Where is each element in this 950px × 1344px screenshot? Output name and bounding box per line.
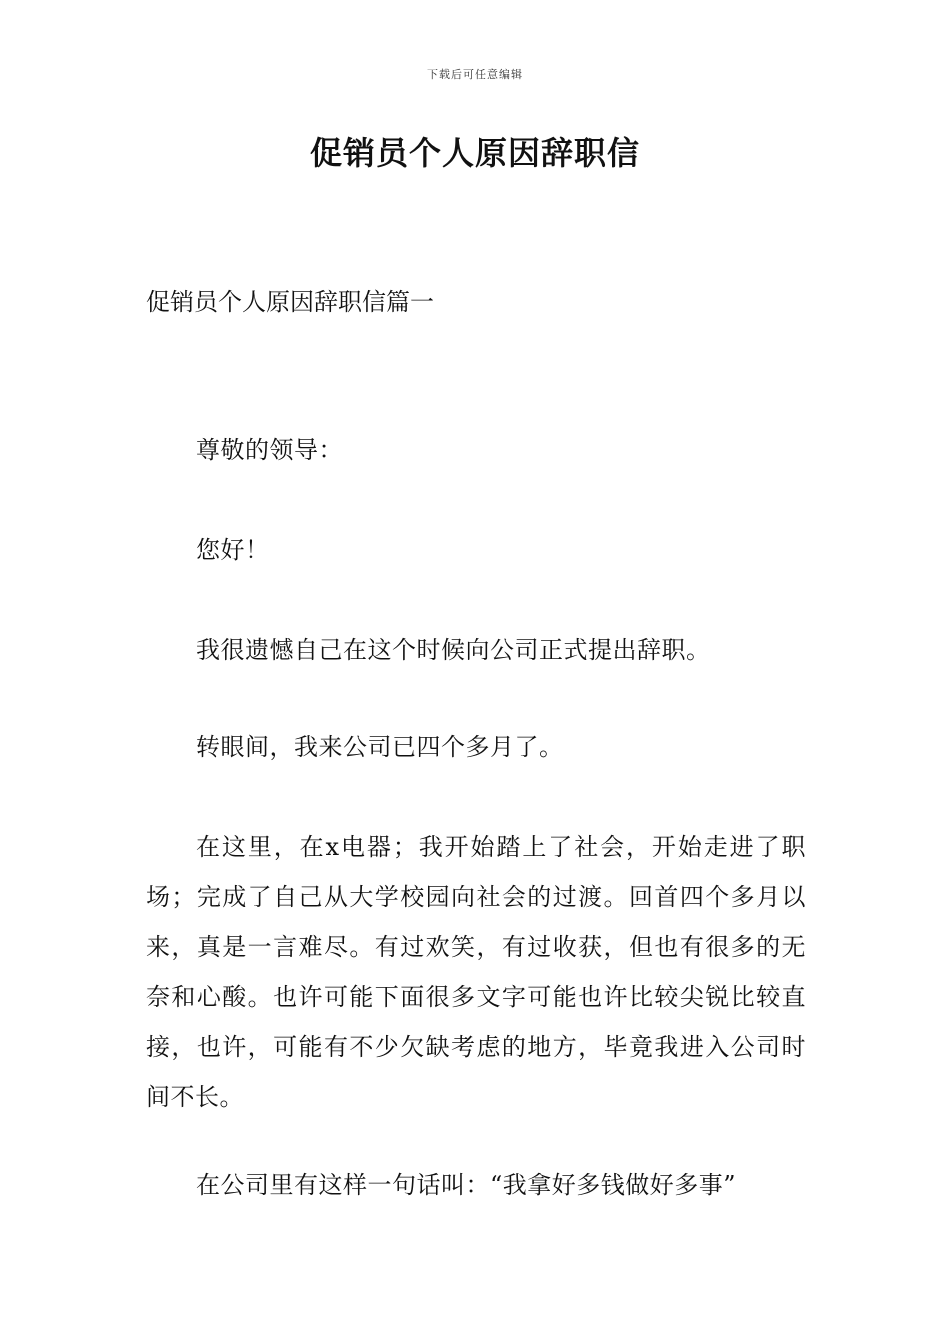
body-paragraph-2: 转眼间，我来公司已四个多月了。 [196, 733, 564, 761]
header-note: 下载后可任意编辑 [427, 68, 523, 81]
document-title: 促销员个人原因辞职信 [309, 134, 640, 172]
salutation-paragraph: 尊敬的领导： [196, 436, 343, 464]
section-heading: 促销员个人原因辞职信篇一 [146, 288, 434, 316]
body-paragraph-1: 我很遗憾自己在这个时候向公司正式提出辞职。 [196, 636, 711, 664]
body-paragraph-3: 在这里，在x电器；我开始踏上了社会，开始走进了职场；完成了自己从大学校园向社会的过渡。回首四个多月以来，真是一言难尽。有过欢笑，有过收获，但也有很多的无奈和心酸。也许可能下面很多文字可能也许比较尖锐比较直接，也许，可能有不少欠缺考虑的地方，毕竟我进入公司时间不长。 [146, 833, 806, 1111]
body-paragraph-4: 在公司里有这样一句话叫：“我拿好多钱做好多事” [196, 1171, 737, 1199]
greeting-paragraph: 您好！ [196, 536, 270, 564]
